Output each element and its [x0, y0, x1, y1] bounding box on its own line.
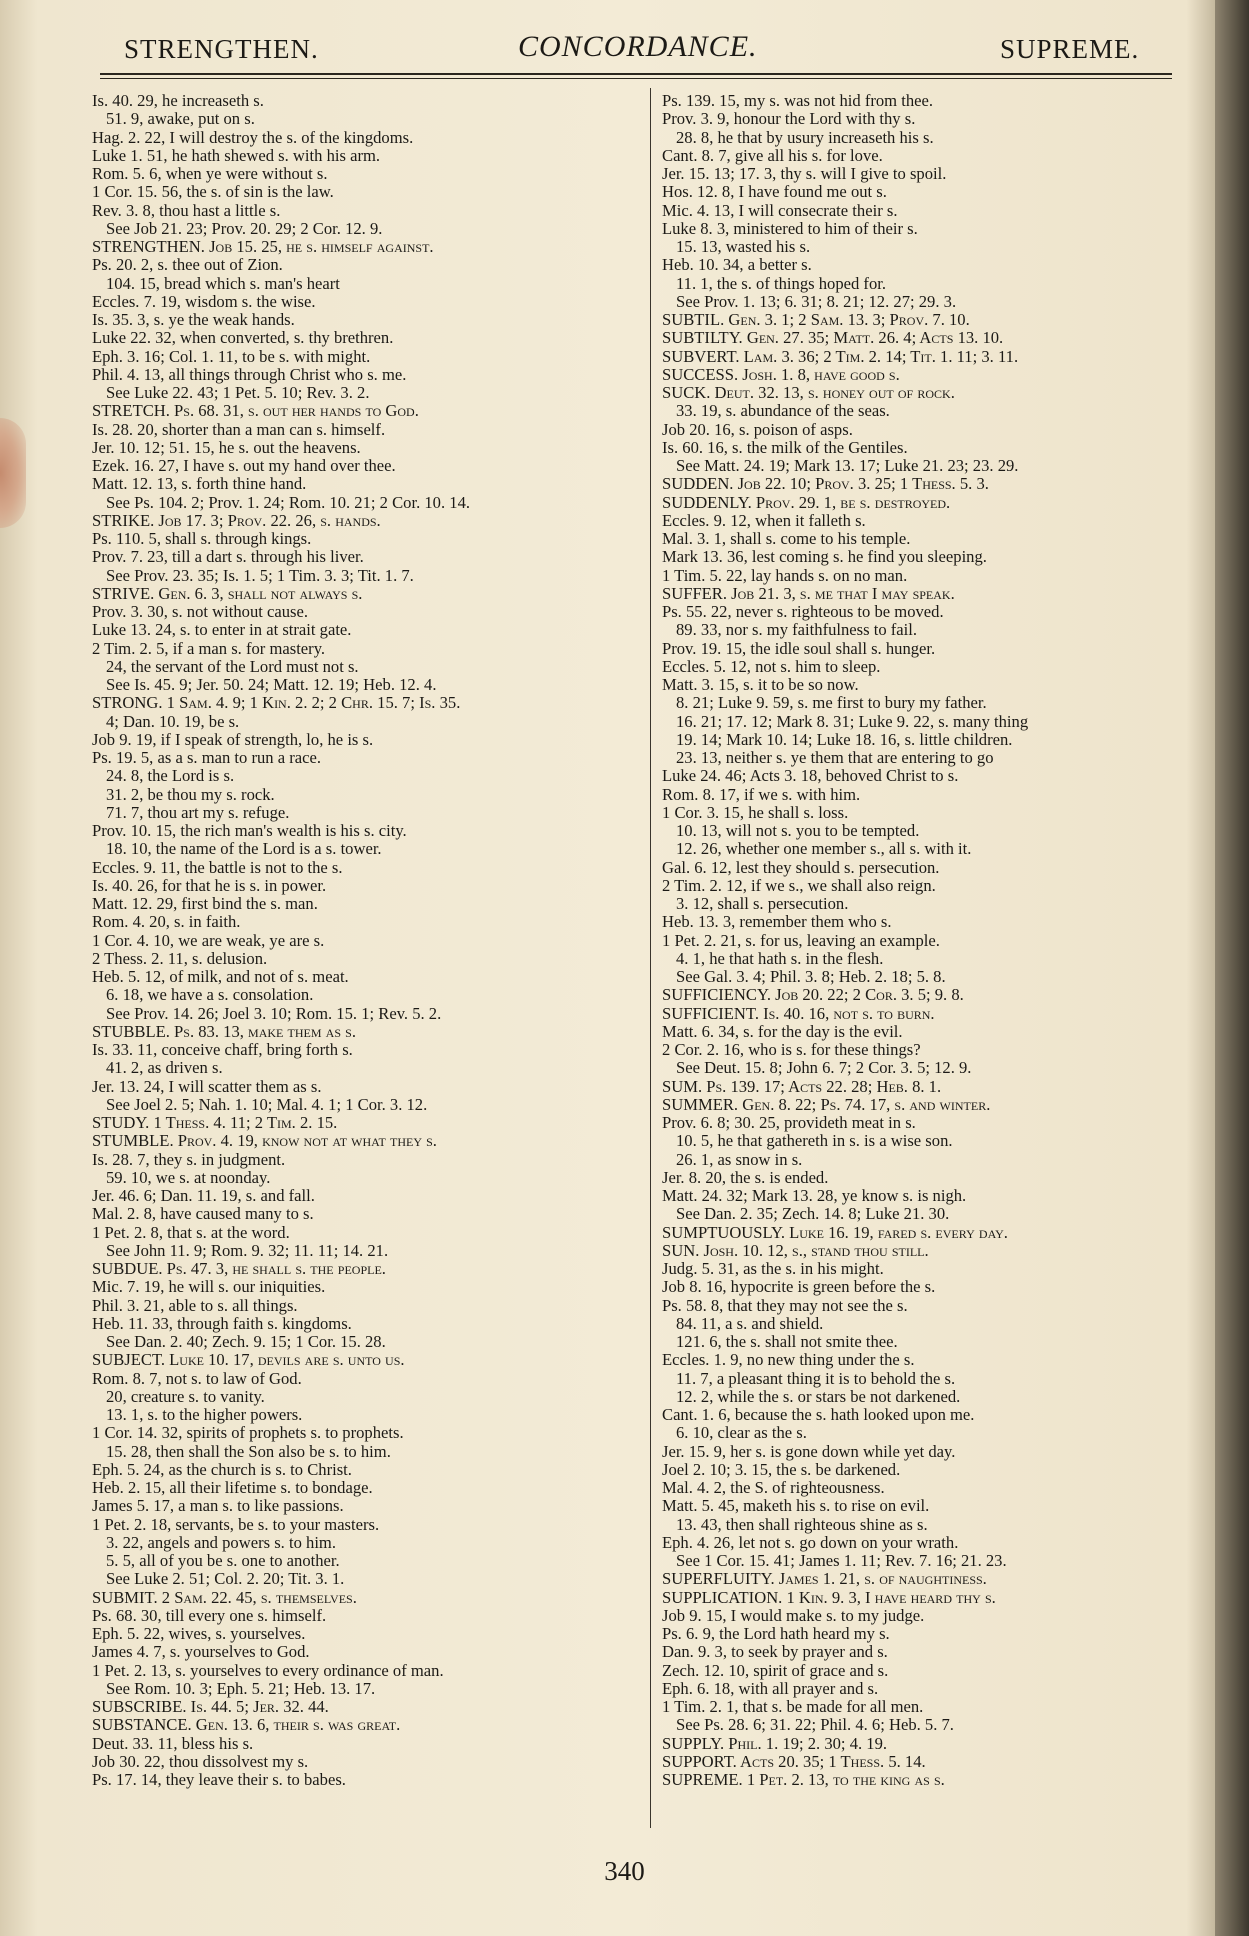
concordance-reference-line: Is. 28. 20, shorter than a man can s. himself. — [92, 419, 386, 439]
concordance-reference-line: 11. 1, the s. of things hoped for. — [676, 273, 887, 293]
concordance-reference-line: 12. 26, whether one member s., all s. with it. — [676, 839, 972, 859]
concordance-reference-line: Ps. 55. 22, never s. righteous to be moved. — [662, 602, 944, 621]
concordance-reference-line: 1 Tim. 2. 1, that s. be made for all men. — [662, 1697, 924, 1716]
concordance-reference-line: 2 Thess. 2. 11, s. delusion. — [92, 948, 268, 968]
concordance-reference-line: Eph. 5. 22, wives, s. yourselves. — [92, 1624, 306, 1643]
concordance-reference-line: Matt. 12. 13, s. forth thine hand. — [92, 474, 307, 494]
concordance-reference-line: Rom. 8. 7, not s. to law of God. — [92, 1368, 302, 1388]
concordance-reference-line: Prov. 7. 23, till a dart s. through his liver. — [92, 547, 364, 567]
concordance-reference-line: 41. 2, as driven s. — [106, 1058, 223, 1078]
concordance-reference-line: Job 8. 16, hypocrite is green before the s. — [662, 1277, 936, 1297]
concordance-reference-line: Is. 40. 29, he increaseth s. — [92, 91, 264, 110]
concordance-reference-line: 4; Dan. 10. 19, be s. — [106, 711, 240, 731]
concordance-reference-line: James 4. 7, s. yourselves to God. — [92, 1642, 310, 1662]
concordance-reference-line: 121. 6, the s. shall not smite thee. — [676, 1332, 898, 1351]
concordance-reference-line: Eccles. 5. 12, not s. him to sleep. — [662, 656, 881, 676]
concordance-reference-line: Heb. 11. 33, through faith s. kingdoms. — [92, 1313, 352, 1333]
concordance-reference-line: 1 Pet. 2. 18, servants, be s. to your masters. — [92, 1514, 380, 1534]
concordance-reference-line: See Luke 22. 43; 1 Pet. 5. 10; Rev. 3. 2. — [106, 383, 370, 402]
concordance-reference-line: Prov. 10. 15, the rich man's wealth is his s. city. — [92, 821, 407, 840]
concordance-reference-line: Ps. 19. 5, as a s. man to run a race. — [92, 748, 322, 767]
concordance-reference-line: 84. 11, a s. and shield. — [676, 1313, 824, 1333]
concordance-headword-entry: STRIKE. Job 17. 3; Prov. 22. 26, s. hands. — [92, 510, 381, 530]
running-header — [0, 28, 1185, 72]
concordance-reference-line: Jer. 15. 9, her s. is gone down while yet day. — [662, 1441, 956, 1461]
concordance-headword-entry: SUPPLICATION. 1 Kin. 9. 3, I have heard thy s. — [662, 1587, 996, 1607]
concordance-reference-line: Eph. 6. 18, with all prayer and s. — [662, 1678, 879, 1698]
concordance-headword-entry: SUCK. Deut. 32. 13, s. honey out of rock. — [662, 383, 955, 402]
concordance-reference-line: Ezek. 16. 27, I have s. out my hand over thee. — [92, 456, 396, 475]
concordance-reference-line: See Matt. 24. 19; Mark 13. 17; Luke 21. 23; 23. 29. — [676, 456, 1019, 475]
concordance-reference-line: See Dan. 2. 35; Zech. 14. 8; Luke 21. 30. — [676, 1204, 950, 1224]
right-column — [662, 92, 1222, 1789]
concordance-reference-line: Matt. 24. 32; Mark 13. 28, ye know s. is nigh. — [662, 1186, 967, 1205]
concordance-headword-entry: STUMBLE. Prov. 4. 19, know not at what they s. — [92, 1131, 437, 1151]
concordance-reference-line: See Luke 2. 51; Col. 2. 20; Tit. 3. 1. — [106, 1569, 345, 1589]
concordance-reference-line: 23. 13, neither s. ye them that are entering to go — [676, 748, 994, 767]
concordance-reference-line: 16. 21; 17. 12; Mark 8. 31; Luke 9. 22, s. many thing — [676, 711, 1029, 731]
concordance-reference-line: See John 11. 9; Rom. 9. 32; 11. 11; 14. 21. — [106, 1240, 389, 1260]
concordance-headword-entry: SUBDUE. Ps. 47. 3, he shall s. the people. — [92, 1259, 386, 1278]
concordance-reference-line: 18. 10, the name of the Lord is a s. tower. — [106, 839, 382, 859]
concordance-reference-line: 1 Pet. 2. 13, s. yourselves to every ordinance of man. — [92, 1660, 444, 1680]
concordance-reference-line: Luke 1. 51, he hath shewed s. with his arm. — [92, 145, 381, 165]
header-title: CONCORDANCE. — [518, 30, 758, 63]
concordance-reference-line: 13. 43, then shall righteous shine as s. — [676, 1514, 928, 1534]
concordance-reference-line: Cant. 8. 7, give all his s. for love. — [662, 145, 883, 165]
concordance-reference-line: 10. 13, will not s. you to be tempted. — [676, 821, 920, 840]
concordance-reference-line: Phil. 3. 21, able to s. all things. — [92, 1295, 298, 1315]
concordance-headword-entry: STRONG. 1 Sam. 4. 9; 1 Kin. 2. 2; 2 Chr. 15. 7; Is. 35. — [92, 693, 461, 713]
concordance-reference-line: Ps. 17. 14, they leave their s. to babes. — [92, 1770, 346, 1789]
concordance-reference-line: Cant. 1. 6, because the s. hath looked upon me. — [662, 1405, 975, 1424]
concordance-reference-line: See Dan. 2. 40; Zech. 9. 15; 1 Cor. 15. 28. — [106, 1332, 386, 1351]
concordance-reference-line: 1 Tim. 5. 22, lay hands s. on no man. — [662, 565, 908, 585]
concordance-reference-line: 33. 19, s. abundance of the seas. — [676, 401, 890, 421]
concordance-reference-line: Is. 60. 16, s. the milk of the Gentiles. — [662, 437, 908, 457]
concordance-reference-line: 6. 18, we have a s. consolation. — [106, 985, 314, 1005]
concordance-headword-entry: STRENGTHEN. Job 15. 25, he s. himself against. — [92, 237, 434, 256]
header-right-guideword: SUPREME. — [1000, 34, 1140, 64]
book-spine-edge — [1215, 0, 1249, 1936]
concordance-reference-line: Ps. 6. 9, the Lord hath heard my s. — [662, 1624, 890, 1643]
concordance-reference-line: Prov. 3. 9, honour the Lord with thy s. — [662, 109, 916, 129]
concordance-headword-entry: SUBJECT. Luke 10. 17, devils are s. unto us. — [92, 1350, 405, 1370]
concordance-reference-line: 6. 10, clear as the s. — [676, 1423, 807, 1443]
concordance-reference-line: 15. 13, wasted his s. — [676, 237, 811, 256]
concordance-headword-entry: SUBTIL. Gen. 3. 1; 2 Sam. 13. 3; Prov. 7. 10. — [662, 310, 970, 329]
concordance-reference-line: Heb. 5. 12, of milk, and not of s. meat. — [92, 967, 349, 986]
concordance-reference-line: Matt. 3. 15, s. it to be so now. — [662, 675, 859, 694]
concordance-reference-line: Mal. 2. 8, have caused many to s. — [92, 1204, 314, 1224]
concordance-reference-line: 13. 1, s. to the higher powers. — [106, 1405, 303, 1424]
concordance-reference-line: 24. 8, the Lord is s. — [106, 766, 235, 786]
concordance-reference-line: Mic. 4. 13, I will consecrate their s. — [662, 200, 898, 220]
concordance-reference-line: 4. 1, he that hath s. in the flesh. — [676, 948, 884, 968]
header-rule — [100, 73, 1172, 79]
concordance-reference-line: 3. 12, shall s. persecution. — [676, 894, 849, 913]
concordance-headword-entry: STUBBLE. Ps. 83. 13, make them as s. — [92, 1021, 356, 1041]
concordance-reference-line: See Prov. 14. 26; Joel 3. 10; Rom. 15. 1; Rev. 5. 2. — [106, 1003, 442, 1023]
concordance-reference-line: See 1 Cor. 15. 41; James 1. 11; Rev. 7. 16; 21. 23. — [676, 1551, 1007, 1570]
concordance-reference-line: Luke 13. 24, s. to enter in at strait gate. — [92, 620, 352, 640]
page-stain — [0, 418, 26, 528]
concordance-reference-line: 11. 7, a pleasant thing it is to behold the s. — [676, 1368, 956, 1388]
concordance-headword-entry: SUCCESS. Josh. 1. 8, have good s. — [662, 364, 900, 384]
concordance-reference-line: See Prov. 1. 13; 6. 31; 8. 21; 12. 27; 29. 3. — [676, 291, 957, 311]
concordance-reference-line: James 5. 17, a man s. to like passions. — [92, 1496, 344, 1516]
concordance-reference-line: Eccles. 9. 11, the battle is not to the s. — [92, 857, 343, 877]
concordance-reference-line: 19. 14; Mark 10. 14; Luke 18. 16, s. little children. — [676, 729, 1013, 749]
concordance-reference-line: 1 Cor. 14. 32, spirits of prophets s. to prophets. — [92, 1423, 404, 1443]
concordance-headword-entry: SUDDEN. Job 22. 10; Prov. 3. 25; 1 Thess. 5. 3. — [662, 474, 989, 494]
concordance-reference-line: Luke 8. 3, ministered to him of their s. — [662, 218, 918, 238]
concordance-reference-line: Jer. 15. 13; 17. 3, thy s. will I give to spoil. — [662, 164, 947, 183]
concordance-headword-entry: SUPPORT. Acts 20. 35; 1 Thess. 5. 14. — [662, 1751, 926, 1771]
concordance-reference-line: Heb. 10. 34, a better s. — [662, 255, 812, 275]
concordance-reference-line: Eph. 5. 24, as the church is s. to Christ. — [92, 1459, 352, 1479]
concordance-headword-entry: SUBMIT. 2 Sam. 22. 45, s. themselves. — [92, 1587, 357, 1607]
concordance-reference-line: Gal. 6. 12, lest they should s. persecution. — [662, 857, 940, 877]
concordance-reference-line: Jer. 13. 24, I will scatter them as s. — [92, 1076, 322, 1096]
concordance-headword-entry: SUFFICIENCY. Job 20. 22; 2 Cor. 3. 5; 9. 8. — [662, 985, 964, 1005]
concordance-headword-entry: STRETCH. Ps. 68. 31, s. out her hands to God. — [92, 401, 419, 421]
concordance-headword-entry: SUPPLY. Phil. 1. 19; 2. 30; 4. 19. — [662, 1733, 888, 1753]
concordance-reference-line: 10. 5, he that gathereth in s. is a wise son. — [676, 1131, 953, 1151]
concordance-reference-line: 8. 21; Luke 9. 59, s. me first to bury my father. — [676, 693, 987, 713]
concordance-reference-line: Is. 33. 11, conceive chaff, bring forth s. — [92, 1040, 353, 1059]
concordance-reference-line: 12. 2, while the s. or stars be not darkened. — [676, 1386, 961, 1406]
concordance-reference-line: Jer. 46. 6; Dan. 11. 19, s. and fall. — [92, 1186, 315, 1205]
concordance-reference-line: Eph. 3. 16; Col. 1. 11, to be s. with might. — [92, 346, 371, 366]
concordance-reference-line: Job 9. 15, I would make s. to my judge. — [662, 1605, 925, 1625]
concordance-reference-line: 2 Cor. 2. 16, who is s. for these things? — [662, 1040, 921, 1059]
concordance-headword-entry: SUM. Ps. 139. 17; Acts 22. 28; Heb. 8. 1. — [662, 1076, 942, 1096]
concordance-headword-entry: SUMMER. Gen. 8. 22; Ps. 74. 17, s. and winter. — [662, 1094, 991, 1114]
concordance-reference-line: Luke 22. 32, when converted, s. thy brethren. — [92, 328, 394, 348]
concordance-reference-line: Is. 40. 26, for that he is s. in power. — [92, 875, 327, 895]
concordance-reference-line: See Job 21. 23; Prov. 20. 29; 2 Cor. 12. 9. — [106, 218, 383, 238]
page-number: 340 — [604, 1856, 645, 1886]
concordance-reference-line: See Prov. 23. 35; Is. 1. 5; 1 Tim. 3. 3; Tit. 1. 7. — [106, 565, 414, 585]
concordance-reference-line: Jer. 10. 12; 51. 15, he s. out the heavens. — [92, 437, 361, 457]
concordance-reference-line: Hag. 2. 22, I will destroy the s. of the kingdoms. — [92, 127, 414, 147]
concordance-reference-line: 51. 9, awake, put on s. — [106, 109, 255, 129]
left-column — [92, 92, 652, 1789]
concordance-reference-line: Heb. 2. 15, all their lifetime s. to bondage. — [92, 1478, 373, 1497]
concordance-reference-line: See Gal. 3. 4; Phil. 3. 8; Heb. 2. 18; 5. 8. — [676, 967, 946, 986]
concordance-reference-line: 15. 28, then shall the Son also be s. to him. — [106, 1441, 391, 1461]
concordance-reference-line: 26. 1, as snow in s. — [676, 1149, 803, 1169]
concordance-reference-line: 31. 2, be thou my s. rock. — [106, 784, 275, 804]
concordance-reference-line: Job 30. 22, thou dissolvest my s. — [92, 1751, 309, 1771]
concordance-reference-line: See Ps. 28. 6; 31. 22; Phil. 4. 6; Heb. 5. 7. — [676, 1715, 954, 1735]
concordance-reference-line: See Joel 2. 5; Nah. 1. 10; Mal. 4. 1; 1 Cor. 3. 12. — [106, 1094, 428, 1114]
concordance-reference-line: Eph. 4. 26, let not s. go down on your wrath. — [662, 1532, 959, 1552]
concordance-reference-line: Mic. 7. 19, he will s. our iniquities. — [92, 1277, 326, 1297]
concordance-reference-line: 3. 22, angels and powers s. to him. — [106, 1532, 336, 1552]
concordance-reference-line: Rom. 8. 17, if we s. with him. — [662, 784, 861, 804]
concordance-headword-entry: SUBVERT. Lam. 3. 36; 2 Tim. 2. 14; Tit. 1. 11; 3. 11. — [662, 346, 1019, 366]
concordance-reference-line: Heb. 13. 3, remember them who s. — [662, 912, 892, 932]
concordance-reference-line: 2 Tim. 2. 5, if a man s. for mastery. — [92, 638, 326, 658]
concordance-reference-line: Ps. 139. 15, my s. was not hid from thee. — [662, 91, 934, 110]
concordance-reference-line: Job 20. 16, s. poison of asps. — [662, 419, 853, 439]
concordance-reference-line: Is. 28. 7, they s. in judgment. — [92, 1149, 286, 1169]
concordance-reference-line: Eccles. 7. 19, wisdom s. the wise. — [92, 291, 316, 311]
concordance-reference-line: Dan. 9. 3, to seek by prayer and s. — [662, 1642, 888, 1662]
concordance-reference-line: Joel 2. 10; 3. 15, the s. be darkened. — [662, 1459, 901, 1479]
concordance-reference-line: Jer. 8. 20, the s. is ended. — [662, 1167, 829, 1187]
concordance-reference-line: 20, creature s. to vanity. — [106, 1386, 265, 1406]
concordance-reference-line: Deut. 33. 11, bless his s. — [92, 1733, 254, 1753]
concordance-reference-line: Ps. 58. 8, that they may not see the s. — [662, 1295, 908, 1315]
concordance-reference-line: Rom. 4. 20, s. in faith. — [92, 912, 241, 932]
concordance-reference-line: Judg. 5. 31, as the s. in his might. — [662, 1259, 884, 1278]
concordance-reference-line: 1 Pet. 2. 8, that s. at the word. — [92, 1222, 290, 1242]
concordance-reference-line: Phil. 4. 13, all things through Christ who s. me. — [92, 364, 407, 384]
concordance-headword-entry: SUBSCRIBE. Is. 44. 5; Jer. 32. 44. — [92, 1697, 329, 1716]
concordance-reference-line: 1 Pet. 2. 21, s. for us, leaving an example. — [662, 930, 940, 950]
concordance-reference-line: 104. 15, bread which s. man's heart — [106, 273, 340, 293]
concordance-headword-entry: SUFFER. Job 21. 3, s. me that I may speak. — [662, 583, 955, 603]
concordance-reference-line: Prov. 3. 30, s. not without cause. — [92, 602, 309, 621]
concordance-headword-entry: SUMPTUOUSLY. Luke 16. 19, fared s. every day. — [662, 1222, 1008, 1242]
concordance-reference-line: 5. 5, all of you be s. one to another. — [106, 1551, 340, 1570]
concordance-reference-line: See Is. 45. 9; Jer. 50. 24; Matt. 12. 19; Heb. 12. 4. — [106, 675, 437, 694]
concordance-reference-line: See Rom. 10. 3; Eph. 5. 21; Heb. 13. 17. — [106, 1678, 376, 1698]
concordance-reference-line: Mark 13. 36, lest coming s. he find you sleeping. — [662, 547, 987, 567]
concordance-reference-line: Rom. 5. 6, when ye were without s. — [92, 164, 328, 183]
header-left-guideword: STRENGTHEN. — [124, 34, 319, 64]
concordance-headword-entry: SUBTILTY. Gen. 27. 35; Matt. 26. 4; Acts 13. 10. — [662, 328, 1004, 348]
concordance-reference-line: 59. 10, we s. at noonday. — [106, 1167, 271, 1187]
concordance-headword-entry: SUBSTANCE. Gen. 13. 6, their s. was great. — [92, 1715, 401, 1735]
concordance-reference-line: Ps. 110. 5, shall s. through kings. — [92, 529, 312, 548]
concordance-reference-line: 1 Cor. 3. 15, he shall s. loss. — [662, 802, 849, 822]
concordance-reference-line: Is. 35. 3, s. ye the weak hands. — [92, 310, 295, 329]
concordance-reference-line: Eccles. 9. 12, when it falleth s. — [662, 510, 866, 530]
concordance-reference-line: Ps. 20. 2, s. thee out of Zion. — [92, 255, 283, 275]
concordance-headword-entry: SUFFICIENT. Is. 40. 16, not s. to burn. — [662, 1003, 935, 1023]
concordance-reference-line: 2 Tim. 2. 12, if we s., we shall also reign. — [662, 875, 936, 895]
concordance-reference-line: Mal. 4. 2, the S. of righteousness. — [662, 1478, 885, 1497]
concordance-reference-line: See Ps. 104. 2; Prov. 1. 24; Rom. 10. 21; 2 Cor. 10. 14. — [106, 492, 471, 512]
concordance-reference-line: Zech. 12. 10, spirit of grace and s. — [662, 1660, 889, 1680]
concordance-reference-line: 89. 33, nor s. my faithfulness to fail. — [676, 620, 918, 640]
concordance-headword-entry: SUPREME. 1 Pet. 2. 13, to the king as s. — [662, 1770, 945, 1789]
concordance-headword-entry: SUN. Josh. 10. 12, s., stand thou still. — [662, 1240, 929, 1260]
concordance-reference-line: Ps. 68. 30, till every one s. himself. — [92, 1605, 327, 1625]
concordance-reference-line: Matt. 5. 45, maketh his s. to rise on evil. — [662, 1496, 930, 1516]
concordance-reference-line: 1 Cor. 4. 10, we are weak, ye are s. — [92, 930, 325, 950]
concordance-reference-line: Matt. 6. 34, s. for the day is the evil. — [662, 1021, 903, 1041]
concordance-reference-line: 71. 7, thou art my s. refuge. — [106, 802, 290, 822]
concordance-reference-line: Prov. 6. 8; 30. 25, provideth meat in s. — [662, 1113, 916, 1132]
concordance-reference-line: See Deut. 15. 8; John 6. 7; 2 Cor. 3. 5; 12. 9. — [676, 1058, 972, 1078]
concordance-headword-entry: SUPERFLUITY. James 1. 21, s. of naughtiness. — [662, 1569, 987, 1589]
concordance-reference-line: Hos. 12. 8, I have found me out s. — [662, 182, 887, 202]
concordance-reference-line: Mal. 3. 1, shall s. come to his temple. — [662, 529, 911, 548]
concordance-reference-line: 28. 8, he that by usury increaseth his s. — [676, 127, 934, 147]
concordance-headword-entry: STRIVE. Gen. 6. 3, shall not always s. — [92, 583, 363, 603]
concordance-reference-line: Matt. 12. 29, first bind the s. man. — [92, 894, 318, 913]
concordance-reference-line: 24, the servant of the Lord must not s. — [106, 656, 359, 676]
concordance-headword-entry: SUDDENLY. Prov. 29. 1, be s. destroyed. — [662, 492, 951, 512]
concordance-reference-line: 1 Cor. 15. 56, the s. of sin is the law. — [92, 182, 334, 202]
concordance-reference-line: Eccles. 1. 9, no new thing under the s. — [662, 1350, 915, 1370]
concordance-reference-line: Prov. 19. 15, the idle soul shall s. hunger. — [662, 638, 936, 658]
concordance-reference-line: Job 9. 19, if I speak of strength, lo, he is s. — [92, 729, 374, 749]
concordance-headword-entry: STUDY. 1 Thess. 4. 11; 2 Tim. 2. 15. — [92, 1113, 338, 1132]
concordance-reference-line: Rev. 3. 8, thou hast a little s. — [92, 200, 281, 220]
concordance-reference-line: Luke 24. 46; Acts 3. 18, behoved Christ to s. — [662, 766, 959, 786]
